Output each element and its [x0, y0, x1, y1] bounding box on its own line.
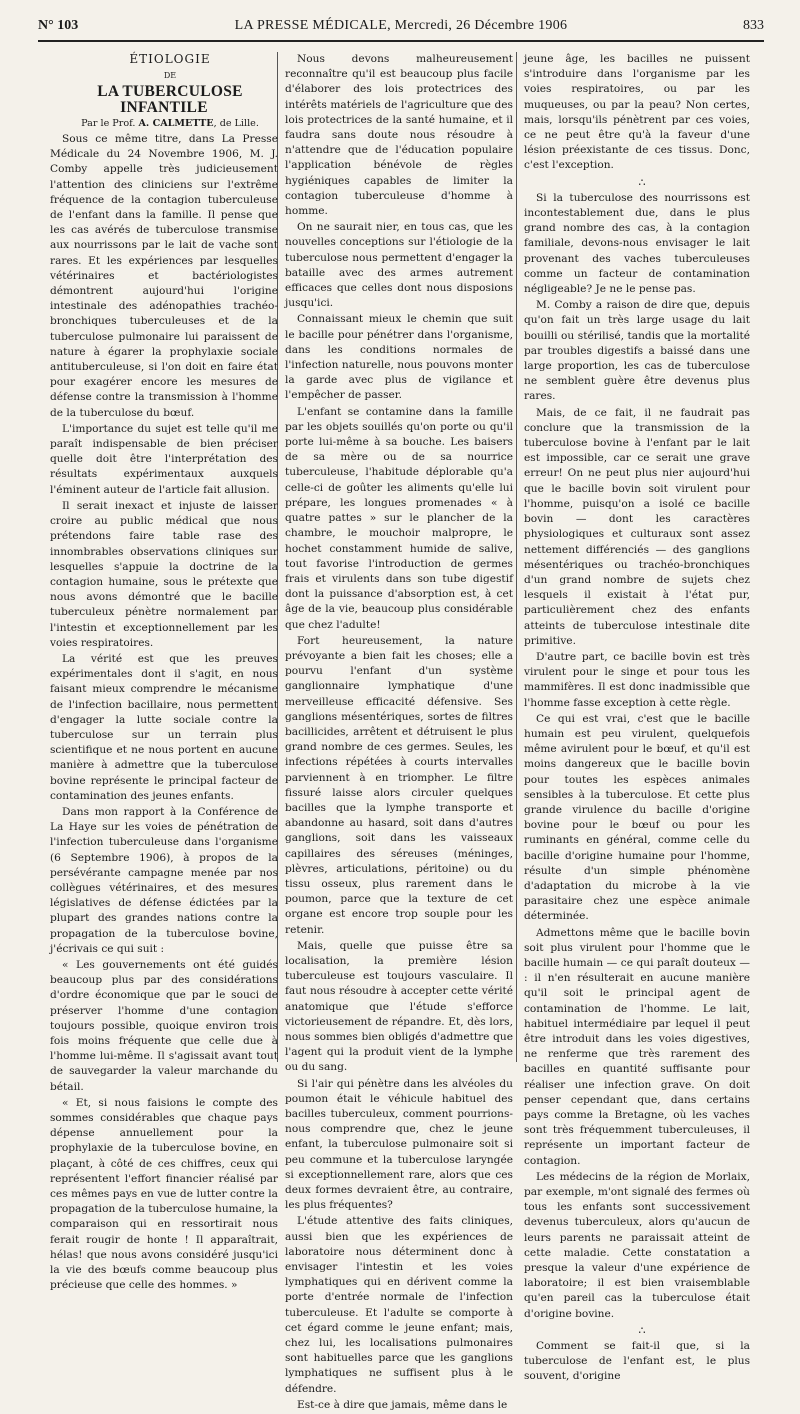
- article-title: LA TUBERCULOSE INFANTILE: [97, 83, 243, 116]
- paragraph: L'étude attentive des faits cliniques, aussi bien que les expériences de laboratoire nous déterminent donc à envisager l'intestin et les voies lymphatiques qui en dérivent comme la porte d'entrée normale de l'infection tuberculeuse. Et l'adulte se comporte à cet égard comme le jeune enfant; mais, chez lui, les localisations pulmonaires sont habituelles parce que les ganglions lymphatiques ne suffisent plus à le défendre.: [285, 1215, 513, 1395]
- paragraph: Mais, quelle que puisse être sa localisation, la première lésion tuberculeuse est toujours vasculaire. Il faut nous résoudre à accepter cette vérité anatomique que l'étude s'efforce victorieusement de répandre. Et, dès lors, nous sommes bien obligés d'admettre que l'agent qui la produit vient de la lymphe ou du sang.: [285, 939, 513, 1074]
- column-2: [285, 52, 513, 1414]
- paragraph: Si l'air qui pénètre dans les alvéoles du poumon était le véhicule habituel des bacilles tuberculeux, comment pourrions-nous comprendre que, chez le jeune enfant, la tuberculose pulmonaire soit si peu commune et la tuberculose laryngée si exceptionnellement rare, alors que ces deux formes devraient être, au contraire, les plus fréquentes?: [285, 1077, 513, 1212]
- paragraph: Connaissant mieux le chemin que suit le bacille pour pénétrer dans l'organisme, dans les conditions normales de l'infection naturelle, nous pouvons monter la garde avec plus de vigilance et l'empêcher de passer.: [285, 313, 513, 402]
- page-header: [38, 18, 764, 38]
- paragraph: Si la tuberculose des nourrissons est incontestablement due, dans le plus grand nombre des cas, à la contagion familiale, devons-nous envisager le lait provenant des vaches tuberculeuses comme un facteur de contamination négligeable? Je ne le pense pas.: [524, 191, 750, 296]
- paragraph: La vérité est que les preuves expérimentales dont il s'agit, en nous faisant mieux comprendre le mécanisme de l'infection bacillaire, nous permettent d'engager la lutte sociale contre la tuberculose sur un terrain plus scientifique et ne nous portent en aucune manière à admettre que la tuberculose bovine représente le principal facteur de contamination des jeunes enfants.: [50, 652, 278, 802]
- paragraph: L'enfant se contamine dans la famille par les objets souillés qu'on porte ou qu'il porte lui-même à sa bouche. Les baisers de sa mère ou de sa nourrice tuberculeuse, l'habitude déplorable qu'a celle-ci de goûter les aliments qu'elle lui prépare, les longues promenades « à quatre pattes » sur le plancher de la chambre, le mouchoir malpropre, le hochet constamment humide de salive, tout favorise l'introduction de germes frais et virulents dans son tube digestif dont la puissance d'absorption est, à cet âge de la vie, beaucoup plus considérable que chez l'adulte!: [285, 405, 513, 631]
- header-rule: [38, 40, 764, 42]
- paragraph: Comment se fait-il que, si la tuberculose de l'enfant est, le plus souvent, d'origine: [524, 1340, 750, 1383]
- byline-suffix: , de Lille.: [213, 117, 259, 129]
- column-1: [50, 52, 278, 1294]
- paragraph: Fort heureusement, la nature prévoyante a bien fait les choses; elle a pourvu l'enfant d'un système ganglionnaire lymphatique d'une merveilleuse efficacité défensive. Ses ganglions mésentériques, sortes de filtres bacillicides, arrêtent et détruisent le plus grand nombre de ces germes. Seules, les infections répétées à courts intervalles parviennent à en triompher. Le filtre fissuré laisse alors circuler quelques bacilles que la lymphe transporte et abandonne au hasard, soit dans d'autres ganglions, soit dans les vaisseaux capillaires des séreuses (méninges, plèvres, articulations, péritoine) ou du tissu osseux, plus rarement dans le poumon, parce que la texture de cet organe est encore trop souple pour les retenir.: [285, 634, 513, 936]
- paragraph: « Les gouvernements ont été guidés beaucoup plus par des considérations d'ordre économique que par le souci de préserver l'homme d'une contagion toujours possible, quoique environ trois fois moins fréquente que celle due à l'homme lui-même. Il s'agissait avant tout de sauvegarder la valeur marchande du bétail.: [50, 958, 278, 1093]
- column-3: [524, 52, 750, 1386]
- paragraph: jeune âge, les bacilles ne puissent s'introduire dans l'organisme par les voies respiratoires, ou par les muqueuses, ou par la peau? Non certes, mais, lorsqu'ils pénètrent par ces voies, ce ne peut être qu'à la faveur d'une lésion préexistante de ces tissus. Donc, c'est l'exception.: [524, 53, 750, 172]
- paragraph: Sous ce même titre, dans La Presse Médicale du 24 Novembre 1906, M. J. Comby appelle très judicieusement l'attention des cliniciens sur l'extrême fréquence de la contagion tuberculeuse de l'enfant dans la famille. Il pense que les cas avérés de tuberculose transmise aux nourrissons par le lait de vache sont rares. Et les expériences par lesquelles vétérinaires et bactériologistes démontrent aujourd'hui l'origine intestinale des adénopathies trachéo-bronchiques tuberculeuses et de la tuberculose pulmonaire lui paraissent de nature à égarer la prophylaxie sociale antituberculeuse, si l'on doit en faire état pour exagérer encore les mesures de défense contre la transmission à l'homme de la tuberculose du bœuf.: [50, 133, 278, 419]
- paragraph: Dans mon rapport à la Conférence de La Haye sur les voies de pénétration de l'infection tuberculeuse dans l'organisme (6 Septembre 1906), à propos de la persévérante campagne menée par nos collègues vétérinaires, et des mesures législatives de défense édictées par la plupart des grandes nations contre la propagation de la tuberculose bovine, j'écrivais ce qui suit :: [50, 805, 278, 955]
- section-separator: ∴: [638, 175, 648, 189]
- journal-title: LA PRESSE MÉDICALE, Mercredi, 26 Décembre 1906: [234, 18, 568, 33]
- paragraph: Admettons même que le bacille bovin soit plus virulent pour l'homme que le bacille humain — ce qui paraît douteux — : il n'en résulterait en aucune manière qu'il soit le principal agent de contamination de l'homme. Le lait, habituel intermédiaire par lequel il peut être introduit dans les voies digestives, ne renferme que très rarement des bacilles en quantité suffisante pour réaliser une infection grave. On doit penser cependant que, dans certains pays comme la Bretagne, où les vaches sont très fréquemment tuberculeuses, il représente un important facteur de contagion.: [524, 926, 750, 1167]
- page-number: 833: [743, 18, 764, 33]
- paragraph: M. Comby a raison de dire que, depuis qu'on fait un très large usage du lait bouilli ou stérilisé, tandis que la mortalité par troubles digestifs a baissé dans une large proportion, les cas de tuberculose ne semblent guère être devenus plus rares.: [524, 299, 750, 403]
- byline: [50, 116, 278, 131]
- paragraph: Il serait inexact et injuste de laisser croire au public médical que nous prétendons faire table rase des innombrables observations cliniques sur lesquelles s'appuie la doctrine de la contagion humaine, sous le prétexte que nous avons démontré que le bacille tuberculeux pénètre normalement par l'intestin et exceptionnellement par les voies respiratoires.: [50, 499, 278, 649]
- paragraph: L'importance du sujet est telle qu'il me paraît indispensable de bien préciser quelle doit être l'interprétation des résultats expérimentaux auxquels l'éminent auteur de l'article fait allusion.: [50, 422, 278, 496]
- paragraph: Les médecins de la région de Morlaix, par exemple, m'ont signalé des fermes où tous les enfants sont successivement devenus tuberculeux, alors qu'aucun de leurs parents ne paraissait atteint de cette maladie. Cette constatation a presque la valeur d'une expérience de laboratoire; il est bien vraisemblable qu'en pareil cas la tuberculose était d'origine bovine.: [524, 1170, 750, 1320]
- paragraph: « Et, si nous faisions le compte des sommes considérables que chaque pays dépense annuellement pour la prophylaxie de la tuberculose bovine, en plaçant, à côté de ces chiffres, ceux qui représentent l'effort financier réalisé par ces mêmes pays en vue de lutter contre la propagation de la tuberculose humaine, la comparaison qui en ressortirait nous ferait rougir de honte ! Il apparaîtrait, hélas! que nous avons considéré jusqu'ici la vie des bœufs comme beaucoup plus précieuse que celle des hommes. »: [50, 1096, 278, 1292]
- paragraph: On ne saurait nier, en tous cas, que les nouvelles conceptions sur l'étiologie de la tuberculose nous permettent d'engager la bataille avec des armes autrement efficaces que celles dont nous disposions jusqu'ici.: [285, 221, 513, 310]
- paragraph: Est-ce à dire que jamais, même dans le: [297, 1398, 508, 1411]
- paragraph: D'autre part, ce bacille bovin est très virulent pour le singe et pour tous les mammifères. Il est donc inadmissible que l'homme fasse exception à cette règle.: [524, 650, 750, 709]
- paragraph: Nous devons malheureusement reconnaître qu'il est beaucoup plus facile d'élaborer des lois protectrices des intérêts matériels de l'agriculture que des lois protectrices de la santé humaine, et il faudra sans doute nous résoudre à n'attendre que de l'éducation populaire l'application bénévole de règles hygiéniques capables de limiter la contagion tuberculeuse d'homme à homme.: [285, 53, 513, 218]
- article-heading-de: DE: [163, 71, 177, 81]
- section-separator: ∴: [638, 1323, 648, 1337]
- column-divider: [516, 52, 517, 1062]
- issue-number: N° 103: [38, 18, 79, 33]
- paragraph: Ce qui est vrai, c'est que le bacille humain est peu virulent, quelquefois même avirulent pour le bœuf, et qu'il est moins dangereux que le bacille bovin pour toutes les espèces animales sensibles à la tuberculose. Et cette plus grande virulence du bacille d'origine bovine pour le bœuf ou pour les ruminants en général, comme celle du bacille d'origine humaine pour l'homme, résulte d'un simple phénomène d'adaptation du microbe à la vie parasitaire chez une espèce animale déterminée.: [524, 712, 750, 923]
- article-heading-top: ÉTIOLOGIE: [129, 52, 211, 66]
- byline-prefix: Par le Prof.: [81, 117, 136, 129]
- byline-author: A. CALMETTE: [138, 117, 214, 129]
- paragraph: Mais, de ce fait, il ne faudrait pas conclure que la transmission de la tuberculose bovine à l'enfant par le lait est impossible, car ce serait une grave erreur! On ne peut plus nier aujourd'hui que le bacille bovin soit virulent pour l'homme, puisqu'on a isolé ce bacille bovin — dont les caractères physiologiques et culturaux sont assez nettement différenciés — des ganglions mésentériques ou trachéo-bronchiques d'un grand nombre de sujets chez lesquels il existait à l'état pur, particulièrement chez des enfants atteints de tuberculose intestinale dite primitive.: [524, 406, 750, 647]
